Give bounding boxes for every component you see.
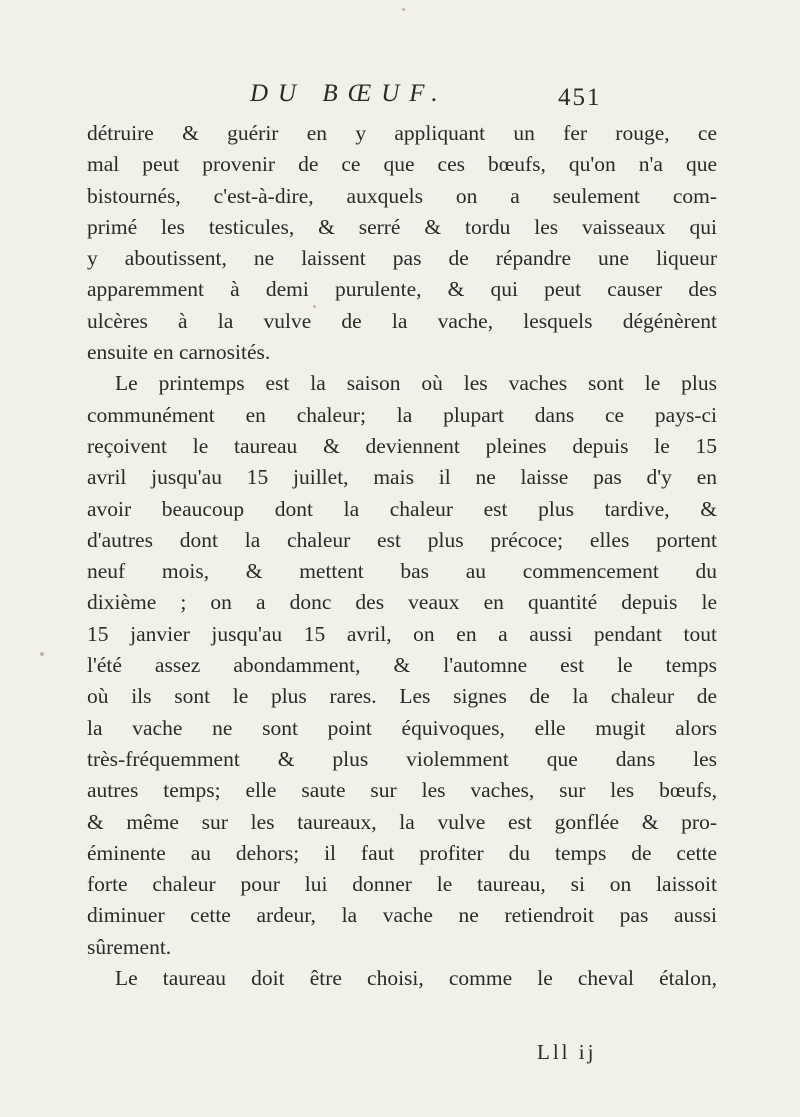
text-line: reçoivent le taureau & deviennent pleines depuis le 15	[87, 433, 717, 458]
text-line: l'été assez abondamment, & l'automne est le temps	[87, 653, 717, 678]
text-line: primé les testicules, & serré & tordu les vaisseaux qui	[87, 214, 717, 239]
text-line: apparemment à demi purulente, & qui peut causer des	[87, 277, 717, 302]
text-line: très-fréquemment & plus violemment que dans les	[87, 746, 717, 771]
text-line: détruire & guérir en y appliquant un fer rouge, ce	[87, 121, 717, 145]
text-line: sûrement.	[87, 934, 172, 959]
page-number: 451	[558, 84, 602, 111]
paper-speck	[313, 305, 316, 308]
text-line: neuf mois, & mettent bas au commencement du	[87, 559, 717, 584]
body-text	[87, 118, 717, 994]
text-line: où ils sont le plus rares. Les signes de la chaleur de	[87, 684, 717, 709]
text-line: & même sur les taureaux, la vulve est gonflée & pro-	[87, 809, 717, 834]
text-line: éminente au dehors; il faut profiter du temps de cette	[87, 840, 717, 865]
text-line: dixième ; on a donc des veaux en quantité depuis le	[87, 590, 717, 615]
text-line: Le taureau doit être choisi, comme le cheval étalon,	[115, 966, 717, 991]
text-line: ulcères à la vulve de la vache, lesquels dégénèrent	[87, 308, 717, 333]
text-line: communément en chaleur; la plupart dans ce pays-ci	[87, 402, 717, 427]
text-line: la vache ne sont point équivoques, elle mugit alors	[87, 715, 717, 740]
text-line: d'autres dont la chaleur est plus précoce; elles portent	[87, 527, 717, 552]
text-line: Le printemps est la saison où les vaches sont le plus	[115, 371, 717, 396]
text-line: forte chaleur pour lui donner le taureau, si on laissoit	[87, 872, 717, 897]
paper-speck	[402, 8, 405, 11]
text-line: diminuer cette ardeur, la vache ne retiendroit pas aussi	[87, 903, 717, 928]
text-line: y aboutissent, ne laissent pas de répandre une liqueur	[87, 246, 717, 271]
text-line: bistournés, c'est-à-dire, auxquels on a seulement com-	[87, 183, 717, 208]
text-line: avril jusqu'au 15 juillet, mais il ne laisse pas d'y en	[87, 465, 717, 490]
running-head: DU BŒUF.	[250, 80, 448, 107]
text-line: mal peut provenir de ce que ces bœufs, qu'on n'a que	[87, 152, 717, 177]
text-line: 15 janvier jusqu'au 15 avril, on en a aussi pendant tout	[87, 621, 717, 646]
signature-mark: Lll ij	[537, 1040, 597, 1064]
text-line: ensuite en carnosités.	[87, 340, 271, 365]
text-line: autres temps; elle saute sur les vaches, sur les bœufs,	[87, 778, 717, 803]
text-line: avoir beaucoup dont la chaleur est plus tardive, &	[87, 496, 717, 521]
paper-speck	[40, 652, 44, 656]
